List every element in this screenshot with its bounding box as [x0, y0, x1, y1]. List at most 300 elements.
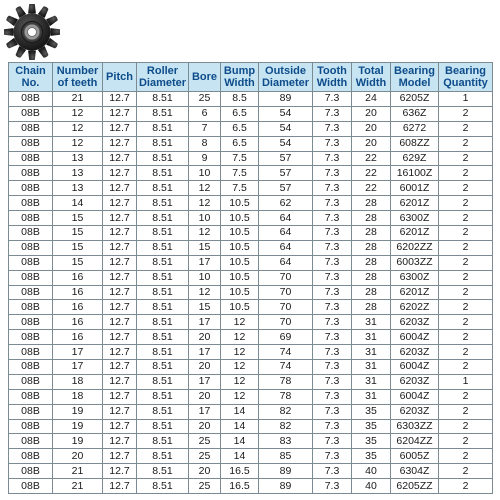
table-cell: 17 [189, 315, 221, 330]
table-cell: 35 [352, 449, 391, 464]
table-cell: 6303ZZ [391, 419, 439, 434]
table-cell: 12 [221, 374, 259, 389]
table-cell: 6004Z [391, 330, 439, 345]
sprocket-icon [4, 4, 60, 60]
table-cell: 15 [189, 240, 221, 255]
table-cell: 6203Z [391, 374, 439, 389]
column-header: Bump Width [221, 63, 259, 92]
table-cell: 6201Z [391, 196, 439, 211]
table-cell: 74 [259, 360, 313, 375]
table-cell: 7.3 [313, 196, 352, 211]
table-row [9, 449, 493, 464]
table-cell: 7.5 [221, 166, 259, 181]
table-cell: 28 [352, 285, 391, 300]
table-cell: 6203Z [391, 404, 439, 419]
table-cell: 8.51 [137, 374, 189, 389]
table-cell: 8.5 [221, 92, 259, 107]
table-cell: 8 [189, 136, 221, 151]
column-header: Outside Diameter [259, 63, 313, 92]
table-cell: 12 [53, 121, 103, 136]
table-cell: 2 [439, 479, 493, 494]
table-cell: 16 [53, 285, 103, 300]
table-cell: 28 [352, 255, 391, 270]
table-cell: 7.3 [313, 181, 352, 196]
table-cell: 7.3 [313, 92, 352, 107]
table-cell: 08B [9, 374, 53, 389]
table-cell: 7.3 [313, 404, 352, 419]
table-cell: 16 [53, 330, 103, 345]
table-cell: 6003ZZ [391, 255, 439, 270]
table-cell: 28 [352, 226, 391, 241]
table-cell: 16100Z [391, 166, 439, 181]
table-cell: 12.7 [103, 106, 137, 121]
table-cell: 31 [352, 374, 391, 389]
table-cell: 16 [53, 300, 103, 315]
table-cell: 2 [439, 404, 493, 419]
table-cell: 64 [259, 240, 313, 255]
table-cell: 13 [53, 166, 103, 181]
table-cell: 08B [9, 226, 53, 241]
table-cell: 6004Z [391, 360, 439, 375]
table-cell: 12.7 [103, 285, 137, 300]
table-cell: 13 [53, 181, 103, 196]
table-body [9, 92, 493, 494]
table-cell: 1 [439, 92, 493, 107]
table-cell: 7.3 [313, 151, 352, 166]
table-cell: 2 [439, 211, 493, 226]
table-cell: 7.3 [313, 240, 352, 255]
table-cell: 12 [221, 360, 259, 375]
table-cell: 12.7 [103, 419, 137, 434]
table-cell: 10 [189, 270, 221, 285]
table-cell: 31 [352, 360, 391, 375]
sprocket-spec-table [8, 62, 493, 494]
table-header-row [9, 63, 493, 92]
table-cell: 7.3 [313, 389, 352, 404]
table-cell: 10 [189, 211, 221, 226]
table-row [9, 255, 493, 270]
table-row [9, 106, 493, 121]
table-cell: 82 [259, 404, 313, 419]
table-cell: 2 [439, 121, 493, 136]
table-cell: 12.7 [103, 240, 137, 255]
table-cell: 12 [53, 106, 103, 121]
table-cell: 8.51 [137, 240, 189, 255]
table-cell: 25 [189, 92, 221, 107]
table-cell: 16 [53, 315, 103, 330]
table-cell: 12 [221, 315, 259, 330]
table-cell: 18 [53, 374, 103, 389]
table-cell: 40 [352, 464, 391, 479]
table-cell: 8.51 [137, 136, 189, 151]
table-row [9, 121, 493, 136]
table-cell: 7.3 [313, 211, 352, 226]
column-header: Bore [189, 63, 221, 92]
table-cell: 2 [439, 226, 493, 241]
table-cell: 21 [53, 92, 103, 107]
table-cell: 8.51 [137, 196, 189, 211]
table-cell: 8.51 [137, 106, 189, 121]
table-cell: 08B [9, 404, 53, 419]
table-cell: 7.3 [313, 315, 352, 330]
table-row [9, 196, 493, 211]
table-cell: 08B [9, 151, 53, 166]
table-cell: 2 [439, 106, 493, 121]
table-cell: 17 [189, 374, 221, 389]
table-cell: 22 [352, 166, 391, 181]
table-cell: 6005Z [391, 449, 439, 464]
table-cell: 608ZZ [391, 136, 439, 151]
table-cell: 54 [259, 136, 313, 151]
table-cell: 6203Z [391, 315, 439, 330]
table-cell: 8.51 [137, 404, 189, 419]
table-cell: 12.7 [103, 374, 137, 389]
table-cell: 12 [53, 136, 103, 151]
table-cell: 7.3 [313, 345, 352, 360]
table-cell: 15 [53, 211, 103, 226]
table-cell: 8.51 [137, 464, 189, 479]
table-cell: 8.51 [137, 181, 189, 196]
table-cell: 17 [53, 345, 103, 360]
table-row [9, 330, 493, 345]
table-cell: 7.3 [313, 106, 352, 121]
table-cell: 08B [9, 136, 53, 151]
table-cell: 2 [439, 136, 493, 151]
table-cell: 2 [439, 434, 493, 449]
table-cell: 7.3 [313, 136, 352, 151]
table-cell: 12.7 [103, 464, 137, 479]
table-row [9, 315, 493, 330]
table-cell: 13 [53, 151, 103, 166]
table-cell: 2 [439, 240, 493, 255]
table-cell: 20 [352, 136, 391, 151]
table-cell: 15 [53, 226, 103, 241]
table-cell: 20 [189, 389, 221, 404]
table-row [9, 434, 493, 449]
table-cell: 08B [9, 285, 53, 300]
table-cell: 2 [439, 419, 493, 434]
table-cell: 6.5 [221, 121, 259, 136]
table-cell: 2 [439, 345, 493, 360]
table-cell: 08B [9, 92, 53, 107]
table-cell: 9 [189, 151, 221, 166]
table-cell: 31 [352, 389, 391, 404]
table-cell: 28 [352, 300, 391, 315]
table-cell: 69 [259, 330, 313, 345]
table-cell: 12.7 [103, 151, 137, 166]
table-cell: 12.7 [103, 360, 137, 375]
table-cell: 22 [352, 181, 391, 196]
table-cell: 10.5 [221, 211, 259, 226]
table-cell: 7.3 [313, 360, 352, 375]
table-cell: 10.5 [221, 285, 259, 300]
table-cell: 6202ZZ [391, 240, 439, 255]
table-cell: 12.7 [103, 121, 137, 136]
table-cell: 21 [53, 479, 103, 494]
table-cell: 31 [352, 315, 391, 330]
table-cell: 6304Z [391, 464, 439, 479]
table-cell: 57 [259, 151, 313, 166]
table-row [9, 226, 493, 241]
table-cell: 1 [439, 374, 493, 389]
table-cell: 12.7 [103, 270, 137, 285]
table-row [9, 136, 493, 151]
table-cell: 10 [189, 166, 221, 181]
table-cell: 12 [221, 389, 259, 404]
table-cell: 20 [352, 121, 391, 136]
table-row [9, 151, 493, 166]
table-cell: 08B [9, 389, 53, 404]
table-row [9, 360, 493, 375]
table-cell: 20 [189, 419, 221, 434]
table-row [9, 404, 493, 419]
table-cell: 78 [259, 389, 313, 404]
table-cell: 8.51 [137, 449, 189, 464]
table-cell: 8.51 [137, 419, 189, 434]
table-row [9, 479, 493, 494]
table-cell: 12.7 [103, 226, 137, 241]
table-cell: 12 [189, 196, 221, 211]
table-cell: 85 [259, 449, 313, 464]
table-cell: 20 [189, 330, 221, 345]
table-row [9, 166, 493, 181]
table-cell: 7.3 [313, 330, 352, 345]
table-cell: 54 [259, 106, 313, 121]
table-row [9, 211, 493, 226]
table-cell: 2 [439, 181, 493, 196]
table-cell: 21 [53, 464, 103, 479]
table-cell: 12.7 [103, 92, 137, 107]
table-cell: 08B [9, 315, 53, 330]
table-row [9, 300, 493, 315]
table-cell: 70 [259, 300, 313, 315]
table-cell: 08B [9, 121, 53, 136]
table-cell: 08B [9, 240, 53, 255]
table-cell: 20 [189, 360, 221, 375]
table-cell: 8.51 [137, 92, 189, 107]
table-cell: 19 [53, 419, 103, 434]
table-cell: 20 [53, 449, 103, 464]
table-cell: 17 [189, 255, 221, 270]
table-cell: 8.51 [137, 345, 189, 360]
table-cell: 2 [439, 166, 493, 181]
table-cell: 28 [352, 211, 391, 226]
table-cell: 2 [439, 360, 493, 375]
table-cell: 17 [189, 345, 221, 360]
table-cell: 7.5 [221, 181, 259, 196]
table-cell: 35 [352, 434, 391, 449]
table-cell: 12.7 [103, 196, 137, 211]
table-cell: 8.51 [137, 285, 189, 300]
table-cell: 6004Z [391, 389, 439, 404]
table-cell: 6204ZZ [391, 434, 439, 449]
column-header: Number of teeth [53, 63, 103, 92]
table-row [9, 92, 493, 107]
table-row [9, 419, 493, 434]
table-cell: 64 [259, 211, 313, 226]
table-row [9, 285, 493, 300]
table-cell: 2 [439, 270, 493, 285]
table-cell: 17 [189, 404, 221, 419]
table-cell: 16 [53, 270, 103, 285]
table-cell: 7.3 [313, 121, 352, 136]
table-cell: 08B [9, 211, 53, 226]
table-cell: 89 [259, 464, 313, 479]
table-cell: 2 [439, 330, 493, 345]
table-cell: 08B [9, 166, 53, 181]
table-cell: 08B [9, 479, 53, 494]
table-cell: 12.7 [103, 300, 137, 315]
table-row [9, 345, 493, 360]
table-cell: 16.5 [221, 479, 259, 494]
table-cell: 6203Z [391, 345, 439, 360]
table-cell: 12 [189, 285, 221, 300]
table-cell: 6202Z [391, 300, 439, 315]
table-row [9, 240, 493, 255]
table-cell: 31 [352, 330, 391, 345]
table-cell: 78 [259, 374, 313, 389]
table-cell: 08B [9, 196, 53, 211]
table-cell: 2 [439, 151, 493, 166]
table-cell: 8.51 [137, 300, 189, 315]
table-cell: 24 [352, 92, 391, 107]
table-row [9, 389, 493, 404]
table-cell: 18 [53, 389, 103, 404]
table-cell: 8.51 [137, 255, 189, 270]
table-cell: 12.7 [103, 315, 137, 330]
table-cell: 7.3 [313, 270, 352, 285]
table-cell: 7.3 [313, 449, 352, 464]
table-cell: 64 [259, 226, 313, 241]
table-cell: 636Z [391, 106, 439, 121]
table-cell: 25 [189, 434, 221, 449]
column-header: Roller Diameter [137, 63, 189, 92]
table-cell: 12.7 [103, 404, 137, 419]
table-cell: 70 [259, 315, 313, 330]
table-cell: 64 [259, 255, 313, 270]
table-cell: 54 [259, 121, 313, 136]
table-cell: 35 [352, 419, 391, 434]
table-cell: 08B [9, 255, 53, 270]
table-cell: 7 [189, 121, 221, 136]
column-header: Tooth Width [313, 63, 352, 92]
table-cell: 7.3 [313, 374, 352, 389]
table-cell: 14 [221, 419, 259, 434]
table-cell: 7.3 [313, 226, 352, 241]
table-cell: 8.51 [137, 166, 189, 181]
table-cell: 12.7 [103, 345, 137, 360]
table-cell: 25 [189, 479, 221, 494]
table-cell: 15 [53, 240, 103, 255]
table-cell: 2 [439, 449, 493, 464]
table-cell: 89 [259, 479, 313, 494]
column-header: Pitch [103, 63, 137, 92]
table-cell: 14 [53, 196, 103, 211]
table-cell: 8.51 [137, 226, 189, 241]
table-cell: 12.7 [103, 181, 137, 196]
table-cell: 12.7 [103, 166, 137, 181]
table-cell: 08B [9, 464, 53, 479]
table-cell: 8.51 [137, 315, 189, 330]
table-cell: 08B [9, 270, 53, 285]
table-cell: 08B [9, 181, 53, 196]
table-cell: 8.51 [137, 151, 189, 166]
table-cell: 2 [439, 389, 493, 404]
table-cell: 12.7 [103, 255, 137, 270]
table-cell: 8.51 [137, 211, 189, 226]
table-cell: 7.3 [313, 419, 352, 434]
table-cell: 70 [259, 270, 313, 285]
table-cell: 12 [221, 345, 259, 360]
table-cell: 6205Z [391, 92, 439, 107]
table-cell: 6272 [391, 121, 439, 136]
table-cell: 10.5 [221, 196, 259, 211]
table-cell: 7.3 [313, 464, 352, 479]
table-cell: 7.3 [313, 479, 352, 494]
table-cell: 10.5 [221, 255, 259, 270]
table-cell: 2 [439, 255, 493, 270]
table-cell: 6300Z [391, 270, 439, 285]
table-cell: 28 [352, 270, 391, 285]
table-row [9, 374, 493, 389]
table-cell: 16.5 [221, 464, 259, 479]
table-cell: 8.51 [137, 434, 189, 449]
table-cell: 8.51 [137, 479, 189, 494]
table-cell: 629Z [391, 151, 439, 166]
column-header: Bearing Model [391, 63, 439, 92]
table-cell: 6201Z [391, 285, 439, 300]
table-cell: 12 [189, 181, 221, 196]
table-cell: 28 [352, 196, 391, 211]
table-cell: 14 [221, 404, 259, 419]
table-cell: 08B [9, 419, 53, 434]
table-cell: 19 [53, 434, 103, 449]
table-row [9, 270, 493, 285]
table-cell: 19 [53, 404, 103, 419]
table-cell: 7.3 [313, 434, 352, 449]
table-cell: 25 [189, 449, 221, 464]
column-header: Bearing Quantity [439, 63, 493, 92]
table-cell: 10.5 [221, 240, 259, 255]
table-cell: 7.3 [313, 300, 352, 315]
table-cell: 7.3 [313, 255, 352, 270]
table-cell: 12.7 [103, 389, 137, 404]
table-cell: 7.3 [313, 166, 352, 181]
table-cell: 12.7 [103, 479, 137, 494]
table-cell: 08B [9, 330, 53, 345]
table-cell: 17 [53, 360, 103, 375]
table-cell: 40 [352, 479, 391, 494]
table-cell: 2 [439, 196, 493, 211]
table-cell: 8.51 [137, 121, 189, 136]
table-cell: 12 [189, 226, 221, 241]
table-cell: 8.51 [137, 270, 189, 285]
table-cell: 20 [189, 464, 221, 479]
table-cell: 2 [439, 285, 493, 300]
table-cell: 14 [221, 434, 259, 449]
table-cell: 6300Z [391, 211, 439, 226]
table-cell: 62 [259, 196, 313, 211]
table-cell: 83 [259, 434, 313, 449]
table-cell: 7.5 [221, 151, 259, 166]
table-cell: 57 [259, 181, 313, 196]
table-cell: 89 [259, 92, 313, 107]
table-cell: 12.7 [103, 136, 137, 151]
table-cell: 2 [439, 315, 493, 330]
table-cell: 6 [189, 106, 221, 121]
table-cell: 08B [9, 300, 53, 315]
table-cell: 10.5 [221, 270, 259, 285]
